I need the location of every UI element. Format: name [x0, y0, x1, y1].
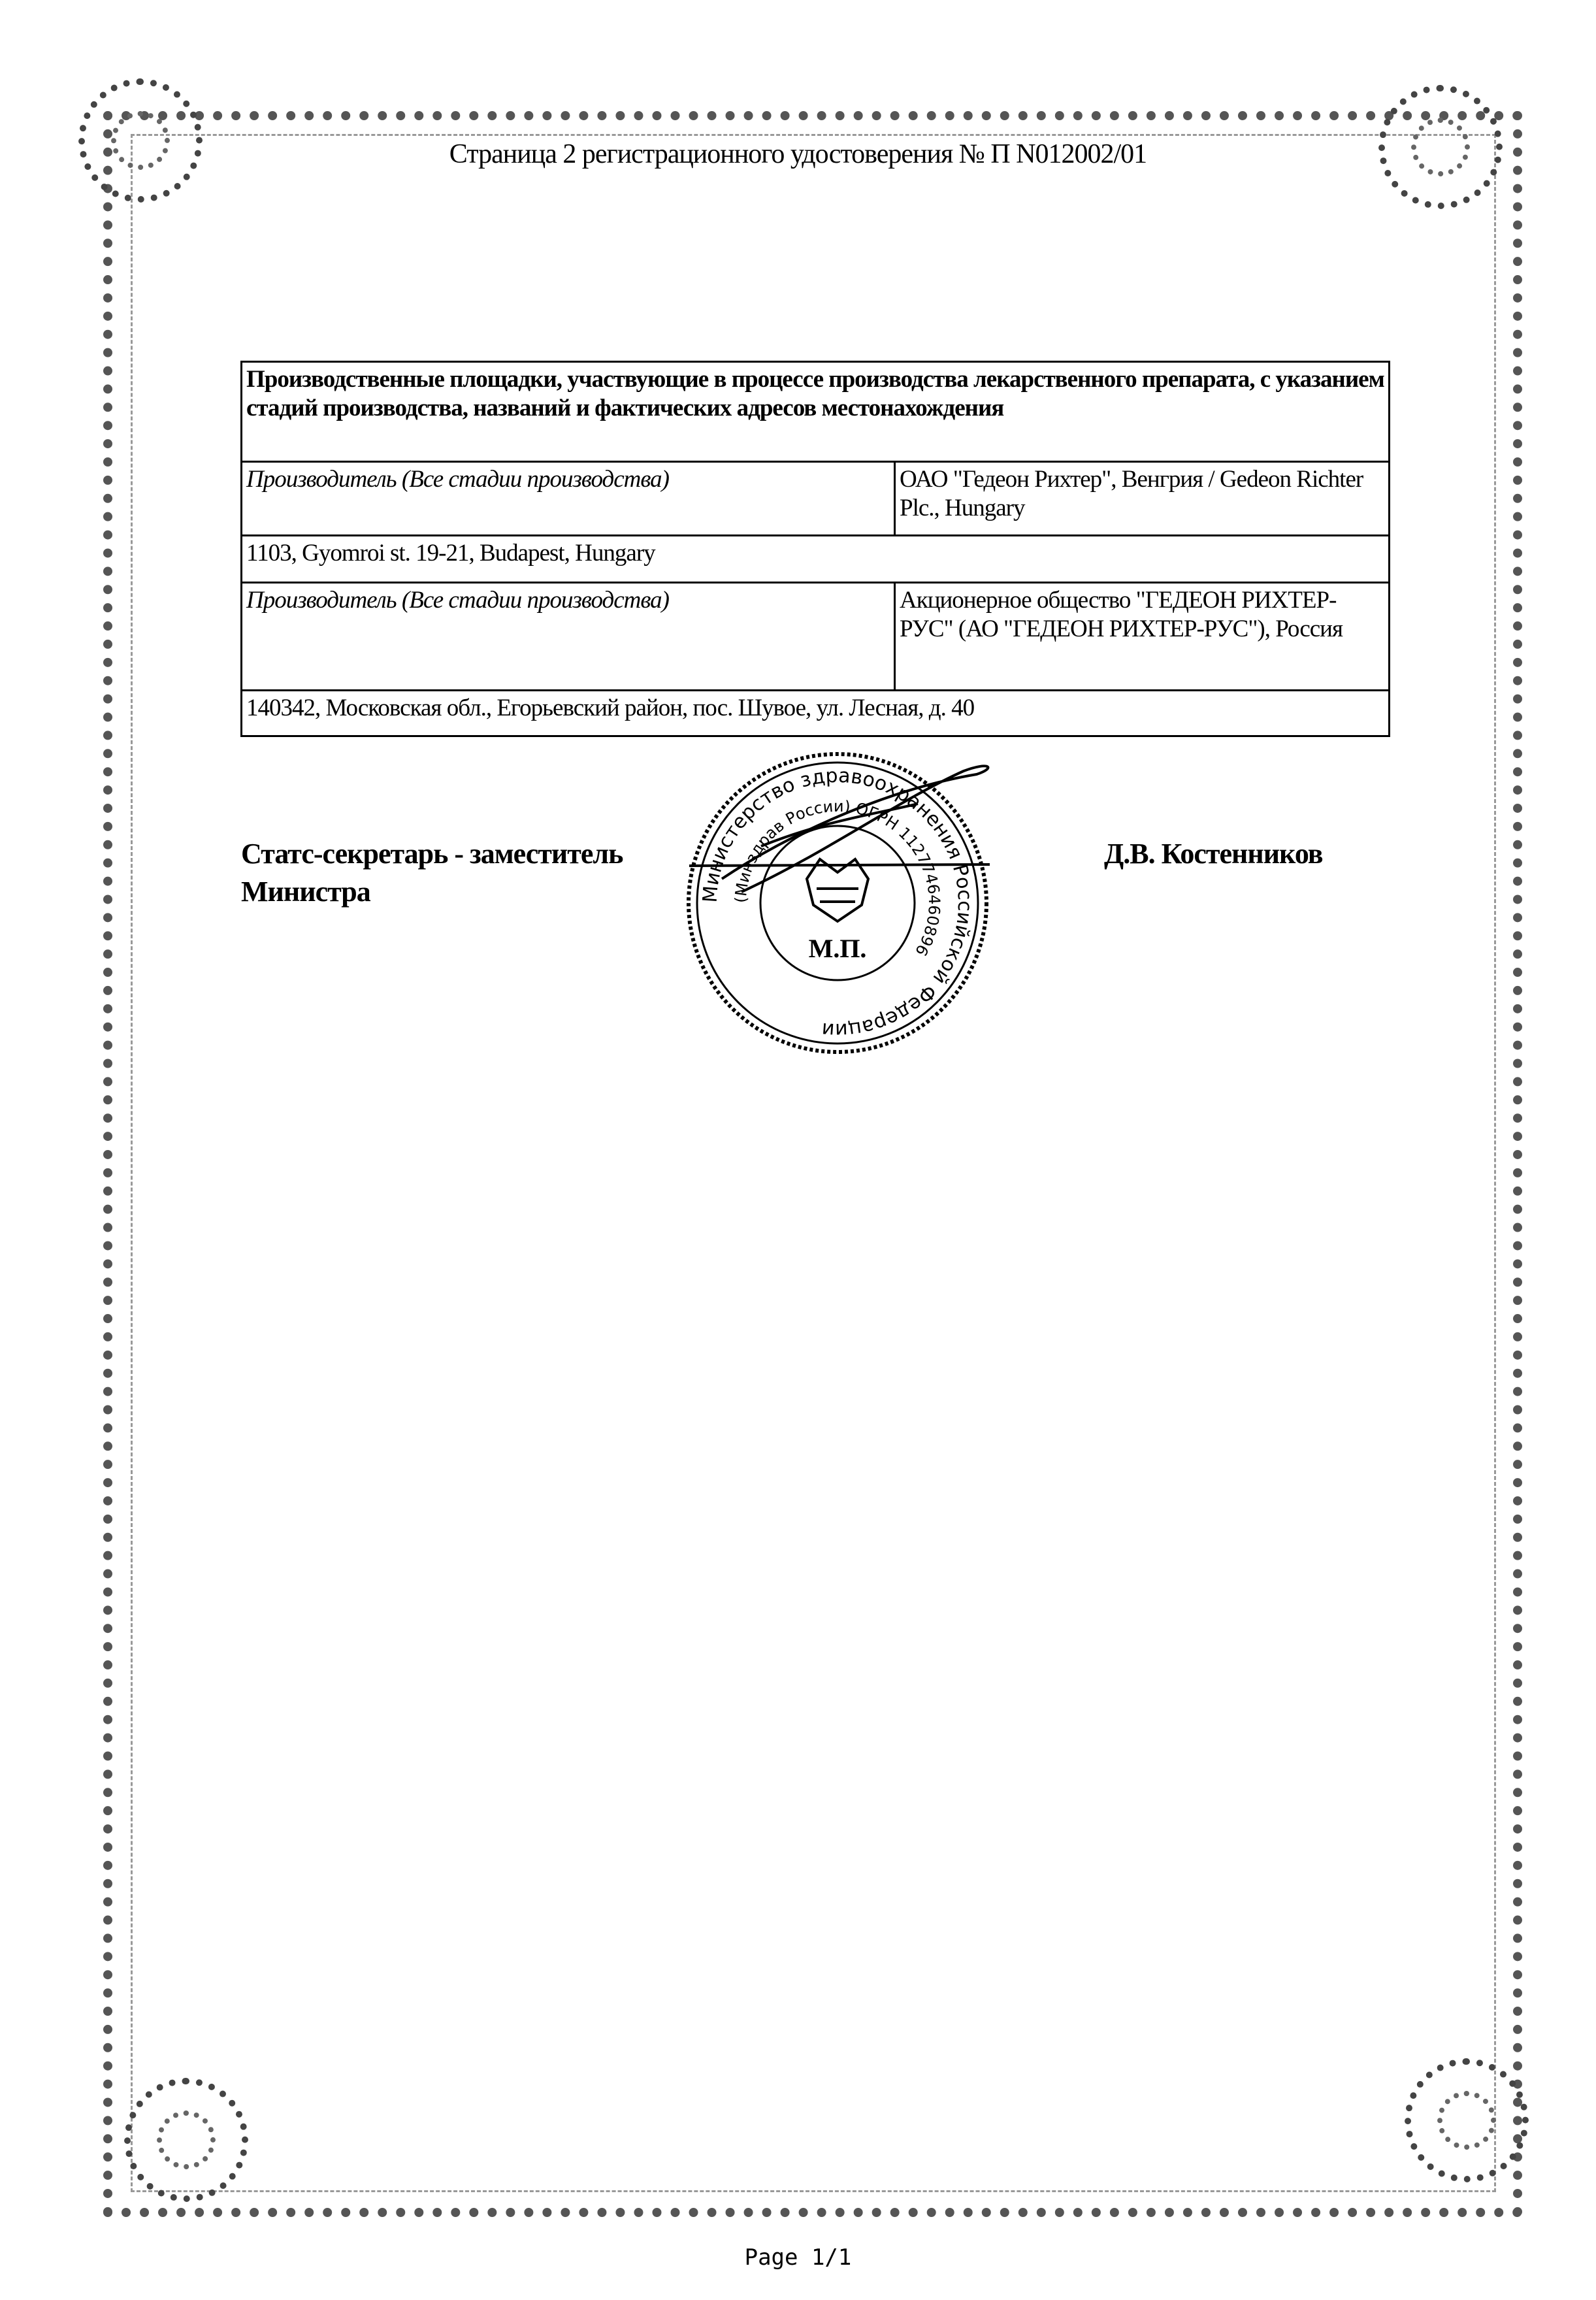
table-row [242, 691, 1390, 736]
production-sites-table [240, 361, 1390, 737]
signatory-position [241, 835, 623, 911]
table-row [242, 583, 1390, 691]
manufacturer-role: Производитель (Все стадии производства) [242, 583, 895, 691]
position-line-1: Статс-секретарь - заместитель [241, 838, 623, 870]
signatory-name: Д.В. Костенников [1104, 838, 1323, 870]
manufacturer-role: Производитель (Все стадии производства) [242, 462, 895, 536]
corner-rosette-icon [1405, 2058, 1529, 2182]
manufacturer-name: Акционерное общество "ГЕДЕОН РИХТЕР-РУС" (АО "ГЕДЕОН РИХТЕР-РУС"), Россия [895, 583, 1390, 691]
corner-rosette-icon [124, 2078, 248, 2202]
position-line-2: Министра [241, 876, 370, 908]
table-row [242, 536, 1390, 583]
table-row [242, 362, 1390, 462]
table-row [242, 462, 1390, 536]
page-header: Страница 2 регистрационного удостоверения № П N012002/01 [449, 139, 1147, 169]
page-footer: Page 1/1 [744, 2244, 852, 2271]
stamp-center-text: М.П. [808, 934, 867, 963]
stamp-outer-text: Министерство здравоохранения Российской Федерации [698, 764, 977, 1042]
manufacturer-address: 140342, Московская обл., Егорьевский район, пос. Шувое, ул. Лесная, д. 40 [242, 691, 1390, 736]
stamp-inner-text: (Минздрав России) ОГРН 1127746460896 [731, 797, 944, 959]
table-title: Производственные площадки, участвующие в процессе производства лекарственного препарата, с указанием стадий производства, названий и фактических адресов местонахождения [242, 362, 1390, 462]
manufacturer-address: 1103, Gyomroi st. 19-21, Budapest, Hungary [242, 536, 1390, 583]
coat-of-arms-icon [807, 859, 868, 921]
manufacturer-name: ОАО "Гедеон Рихтер", Венгрия / Gedeon Richter Plc., Hungary [895, 462, 1390, 536]
official-stamp [683, 748, 993, 1059]
